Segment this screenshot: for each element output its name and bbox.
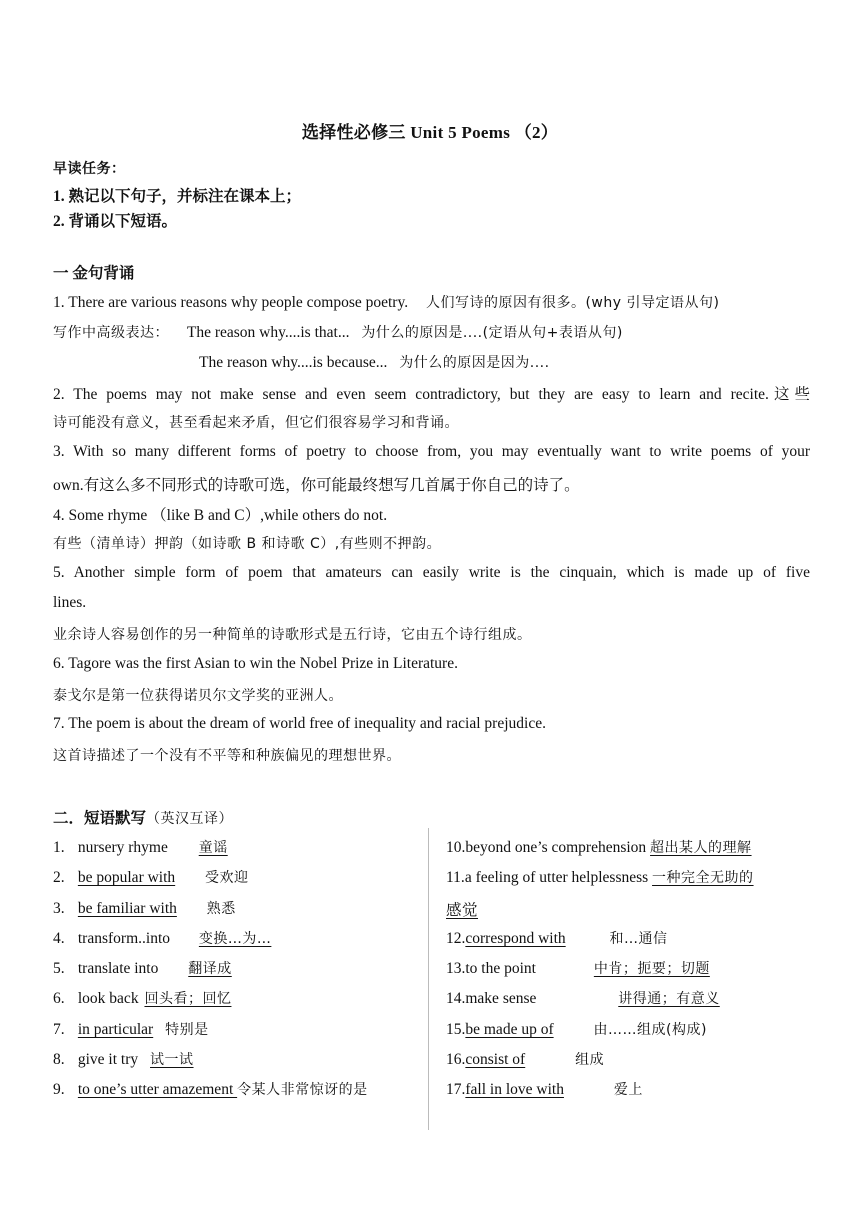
phrase-en: look back bbox=[77, 990, 139, 1007]
phrase-row-8 bbox=[53, 1049, 194, 1069]
advanced-expression-1-cn: 为什么的原因是....(定语从句+表语从句) bbox=[361, 325, 623, 341]
phrase-row-15 bbox=[446, 1019, 707, 1039]
phrase-en: beyond one’s comprehension bbox=[465, 839, 647, 856]
phrase-row-9 bbox=[53, 1079, 368, 1099]
phrase-cn: 熟悉 bbox=[206, 901, 236, 917]
phrase-number: 10. bbox=[446, 839, 466, 856]
phrase-cn: 超出某人的理解 bbox=[650, 840, 752, 856]
phrase-cn: 一种完全无助的 bbox=[652, 870, 754, 886]
section1-heading: 一 金句背诵 bbox=[53, 265, 135, 282]
phrase-en: transform..into bbox=[77, 930, 170, 947]
phrase-number: 11. bbox=[446, 869, 465, 886]
phrase-cn: 讲得通；有意义 bbox=[618, 991, 720, 1007]
phrase-number: 13. bbox=[446, 960, 466, 977]
phrase-row-1 bbox=[53, 837, 228, 857]
phrase-cn: 中肯；扼要；切题 bbox=[593, 961, 710, 977]
section2-heading: 二．短语默写 bbox=[53, 810, 147, 827]
sentence-5-line-2: lines. bbox=[53, 594, 87, 611]
advanced-expression-1-en: The reason why....is that... bbox=[186, 324, 350, 341]
phrase-en: be familiar with bbox=[77, 900, 177, 917]
sentence-7-cn: 这首诗描述了一个没有不平等和种族偏见的理想世界。 bbox=[53, 748, 401, 764]
phrase-cn: 变换…为… bbox=[198, 931, 272, 947]
phrase-en: be popular with bbox=[77, 869, 176, 886]
sentence-6-cn: 泰戈尔是第一位获得诺贝尔文学奖的亚洲人。 bbox=[53, 688, 343, 704]
phrase-row-3 bbox=[53, 898, 236, 918]
phrase-en: a feeling of utter helplessness bbox=[464, 869, 649, 886]
morning-task-heading: 早读任务： bbox=[53, 161, 126, 177]
phrase-row-13 bbox=[446, 958, 710, 978]
phrase-cn: 令某人非常惊讶的是 bbox=[237, 1082, 368, 1098]
phrase-en: give it try bbox=[77, 1051, 139, 1068]
phrase-number: 5. bbox=[53, 960, 65, 977]
advanced-expression-2-en: The reason why....is because... bbox=[199, 354, 388, 371]
phrase-row-16 bbox=[446, 1049, 604, 1069]
phrase-cn: 和…通信 bbox=[609, 931, 668, 947]
phrase-en: in particular bbox=[77, 1021, 154, 1038]
sentence-6-en: 6. Tagore was the first Asian to win the Nobel Prize in Literature. bbox=[53, 655, 458, 672]
morning-task-item-1: 1. 熟记以下句子，并标注在课本上； bbox=[53, 188, 302, 205]
phrase-cn: 爱上 bbox=[613, 1082, 643, 1098]
phrase-cn: 回头看；回忆 bbox=[144, 991, 232, 1007]
phrase-number: 15. bbox=[446, 1021, 466, 1038]
sentence-3-line-2: own.有这么多不同形式的诗歌可选，你可能最终想写几首属于你自己的诗了。 bbox=[53, 477, 580, 494]
phrase-number: 6. bbox=[53, 990, 65, 1007]
phrase-en: fall in love with bbox=[465, 1081, 564, 1098]
phrase-row-17 bbox=[446, 1079, 643, 1099]
column-divider bbox=[428, 828, 429, 1130]
phrase-cn: 特别是 bbox=[165, 1022, 209, 1038]
phrase-en: make sense bbox=[465, 990, 537, 1007]
phrase-row-14 bbox=[446, 988, 720, 1008]
phrase-cn: 试一试 bbox=[150, 1052, 194, 1068]
phrase-row-10 bbox=[446, 837, 752, 857]
phrase-number: 17. bbox=[446, 1081, 466, 1098]
phrase-en: consist of bbox=[465, 1051, 526, 1068]
phrase-row-7 bbox=[53, 1019, 209, 1039]
phrase-row-11 bbox=[446, 867, 754, 887]
phrase-row-4 bbox=[53, 928, 271, 948]
sentence-2-line-2: 诗可能没有意义，甚至看起来矛盾，但它们很容易学习和背诵。 bbox=[53, 415, 459, 431]
phrase-row-11-continued: 感觉 bbox=[446, 901, 479, 919]
phrase-number: 3. bbox=[53, 900, 65, 917]
sentence-4-en: 4. Some rhyme （like B and C）,while others do not. bbox=[53, 507, 388, 524]
phrase-number: 8. bbox=[53, 1051, 65, 1068]
phrase-number: 12. bbox=[446, 930, 466, 947]
sentence-7-en: 7. The poem is about the dream of world free of inequality and racial prejudice. bbox=[53, 715, 546, 732]
phrase-en: to the point bbox=[465, 960, 536, 977]
advanced-expression-2 bbox=[199, 352, 550, 372]
phrase-number: 1. bbox=[53, 839, 65, 856]
phrase-cn: 由……组成(构成) bbox=[593, 1022, 707, 1038]
sentence-1 bbox=[53, 292, 719, 312]
phrase-cn: 翻译成 bbox=[188, 961, 232, 977]
phrase-row-2 bbox=[53, 867, 249, 887]
phrase-en: correspond with bbox=[465, 930, 566, 947]
phrase-en: to one’s utter amazement bbox=[77, 1081, 238, 1098]
phrase-number: 16. bbox=[446, 1051, 466, 1068]
phrase-number: 14. bbox=[446, 990, 466, 1007]
page-title: 选择性必修三 Unit 5 Poems （2） bbox=[301, 123, 559, 142]
phrase-cn: 受欢迎 bbox=[205, 870, 249, 886]
advanced-expression-1 bbox=[53, 322, 623, 342]
sentence-5-cn: 业余诗人容易创作的另一种简单的诗歌形式是五行诗，它由五个诗行组成。 bbox=[53, 627, 532, 643]
sentence-5-line-1: 5. Another simple form of poem that amateurs can easily write is the cinquain, which is made up of five bbox=[53, 564, 810, 581]
sentence-1-cn: 人们写诗的原因有很多。(why 引导定语从句) bbox=[425, 295, 720, 311]
sentence-3-line-1: 3. With so many different forms of poetry to choose from, you may eventually want to write poems of your bbox=[53, 443, 810, 460]
phrase-row-5 bbox=[53, 958, 232, 978]
phrase-number: 7. bbox=[53, 1021, 65, 1038]
phrase-number: 9. bbox=[53, 1081, 65, 1098]
sentence-2-line-1: 2. The poems may not make sense and even seem contradictory, but they are easy to learn and recite.这些 bbox=[53, 386, 810, 403]
phrase-en: be made up of bbox=[465, 1021, 554, 1038]
phrase-cn: 童谣 bbox=[198, 840, 228, 856]
phrase-en: nursery rhyme bbox=[77, 839, 168, 856]
sentence-4-cn: 有些（清单诗）押韵（如诗歌 B 和诗歌 C）,有些则不押韵。 bbox=[53, 536, 442, 552]
phrase-cn: 组成 bbox=[575, 1052, 605, 1068]
phrase-en: translate into bbox=[77, 960, 159, 977]
advanced-expression-label: 写作中高级表达： bbox=[53, 325, 169, 341]
sentence-1-en: 1. There are various reasons why people compose poetry. bbox=[53, 294, 409, 311]
phrase-row-12 bbox=[446, 928, 668, 948]
morning-task-item-2: 2. 背诵以下短语。 bbox=[53, 213, 178, 230]
section2-heading-note: （英汉互译） bbox=[146, 811, 234, 827]
phrase-row-6 bbox=[53, 988, 231, 1008]
phrase-number: 4. bbox=[53, 930, 65, 947]
section2-heading-line bbox=[53, 806, 233, 828]
phrase-number: 2. bbox=[53, 869, 65, 886]
advanced-expression-2-cn: 为什么的原因是因为.... bbox=[399, 355, 550, 371]
